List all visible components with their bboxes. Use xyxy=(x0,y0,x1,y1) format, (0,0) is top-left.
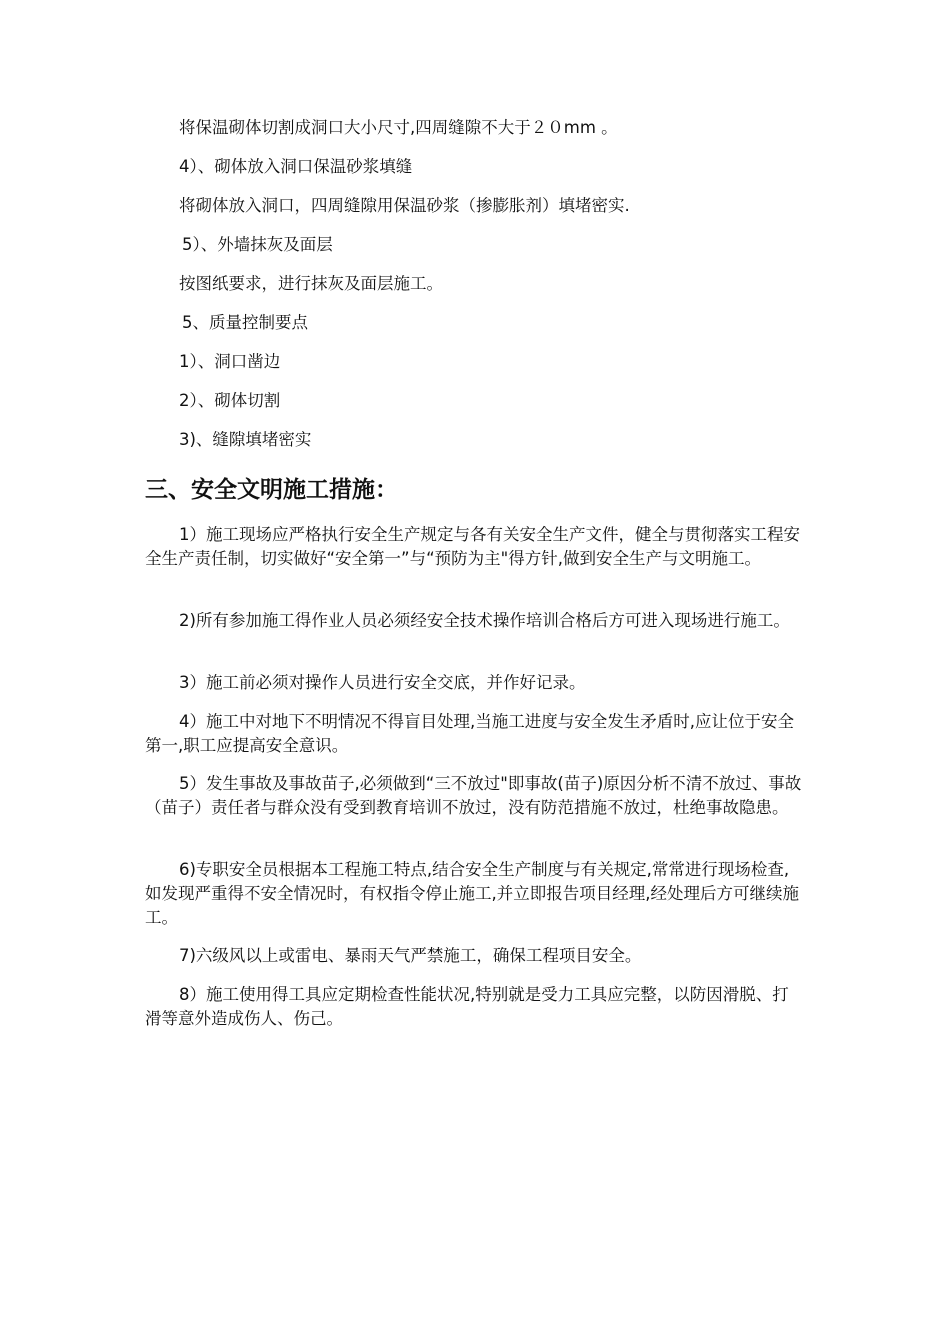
paragraph-1: 1）施工现场应严格执行安全生产规定与各有关安全生产文件，健全与贯彻落实工程安全生产责任制，切实做好“安全第一”与“预防为主"得方针,做到安全生产与文明施工。 xyxy=(145,525,800,568)
text-line-plastering: 按图纸要求，进行抹灰及面层施工。 xyxy=(179,274,443,293)
paragraph-8: 8）施工使用得工具应定期检查性能状况,特别就是受力工具应完整，以防因滑脱、打滑等意外造成伤人、伤己。 xyxy=(145,985,789,1028)
text-line-step-5: 5）、外墙抹灰及面层 xyxy=(182,235,333,254)
text-line-quality-control: 5、质量控制要点 xyxy=(182,313,308,332)
text-line-cut-masonry: 将保温砌体切割成洞口大小尺寸,四周缝隙不大于２０mm 。 xyxy=(179,118,618,137)
paragraph-4: 4）施工中对地下不明情况不得盲目处理,当施工进度与安全发生矛盾时,应让位于安全第一,职工应提高安全意识。 xyxy=(145,712,794,755)
section-heading: 三、安全文明施工措施： xyxy=(145,476,398,503)
paragraph-7: 7)六级风以上或雷电、暴雨天气严禁施工，确保工程项目安全。 xyxy=(179,946,642,965)
paragraph-2: 2)所有参加施工得作业人员必须经安全技术操作培训合格后方可进入现场进行施工。 xyxy=(179,611,790,630)
paragraph-3: 3）施工前必须对操作人员进行安全交底，并作好记录。 xyxy=(179,673,586,692)
text-line-qc-2: 2）、砌体切割 xyxy=(179,391,281,410)
text-line-fill-gaps: 将砌体放入洞口，四周缝隙用保温砂浆（掺膨胀剂）填堵密实. xyxy=(179,196,630,215)
text-line-qc-1: 1）、洞口凿边 xyxy=(179,352,281,371)
paragraph-6: 6)专职安全员根据本工程施工特点,结合安全生产制度与有关规定,常常进行现场检查,如发现严重得不安全情况时，有权指令停止施工,并立即报告项目经理,经处理后方可继续施工。 xyxy=(145,860,799,927)
paragraph-5: 5）发生事故及事故苗子,必须做到“三不放过"即事故(苗子)原因分析不清不放过、事故（苗子）责任者与群众没有受到教育培训不放过，没有防范措施不放过，杜绝事故隐患。 xyxy=(145,774,802,817)
text-line-step-4: 4）、砌体放入洞口保温砂浆填缝 xyxy=(179,157,413,176)
text-line-qc-3: 3)、缝隙填堵密实 xyxy=(179,430,312,449)
